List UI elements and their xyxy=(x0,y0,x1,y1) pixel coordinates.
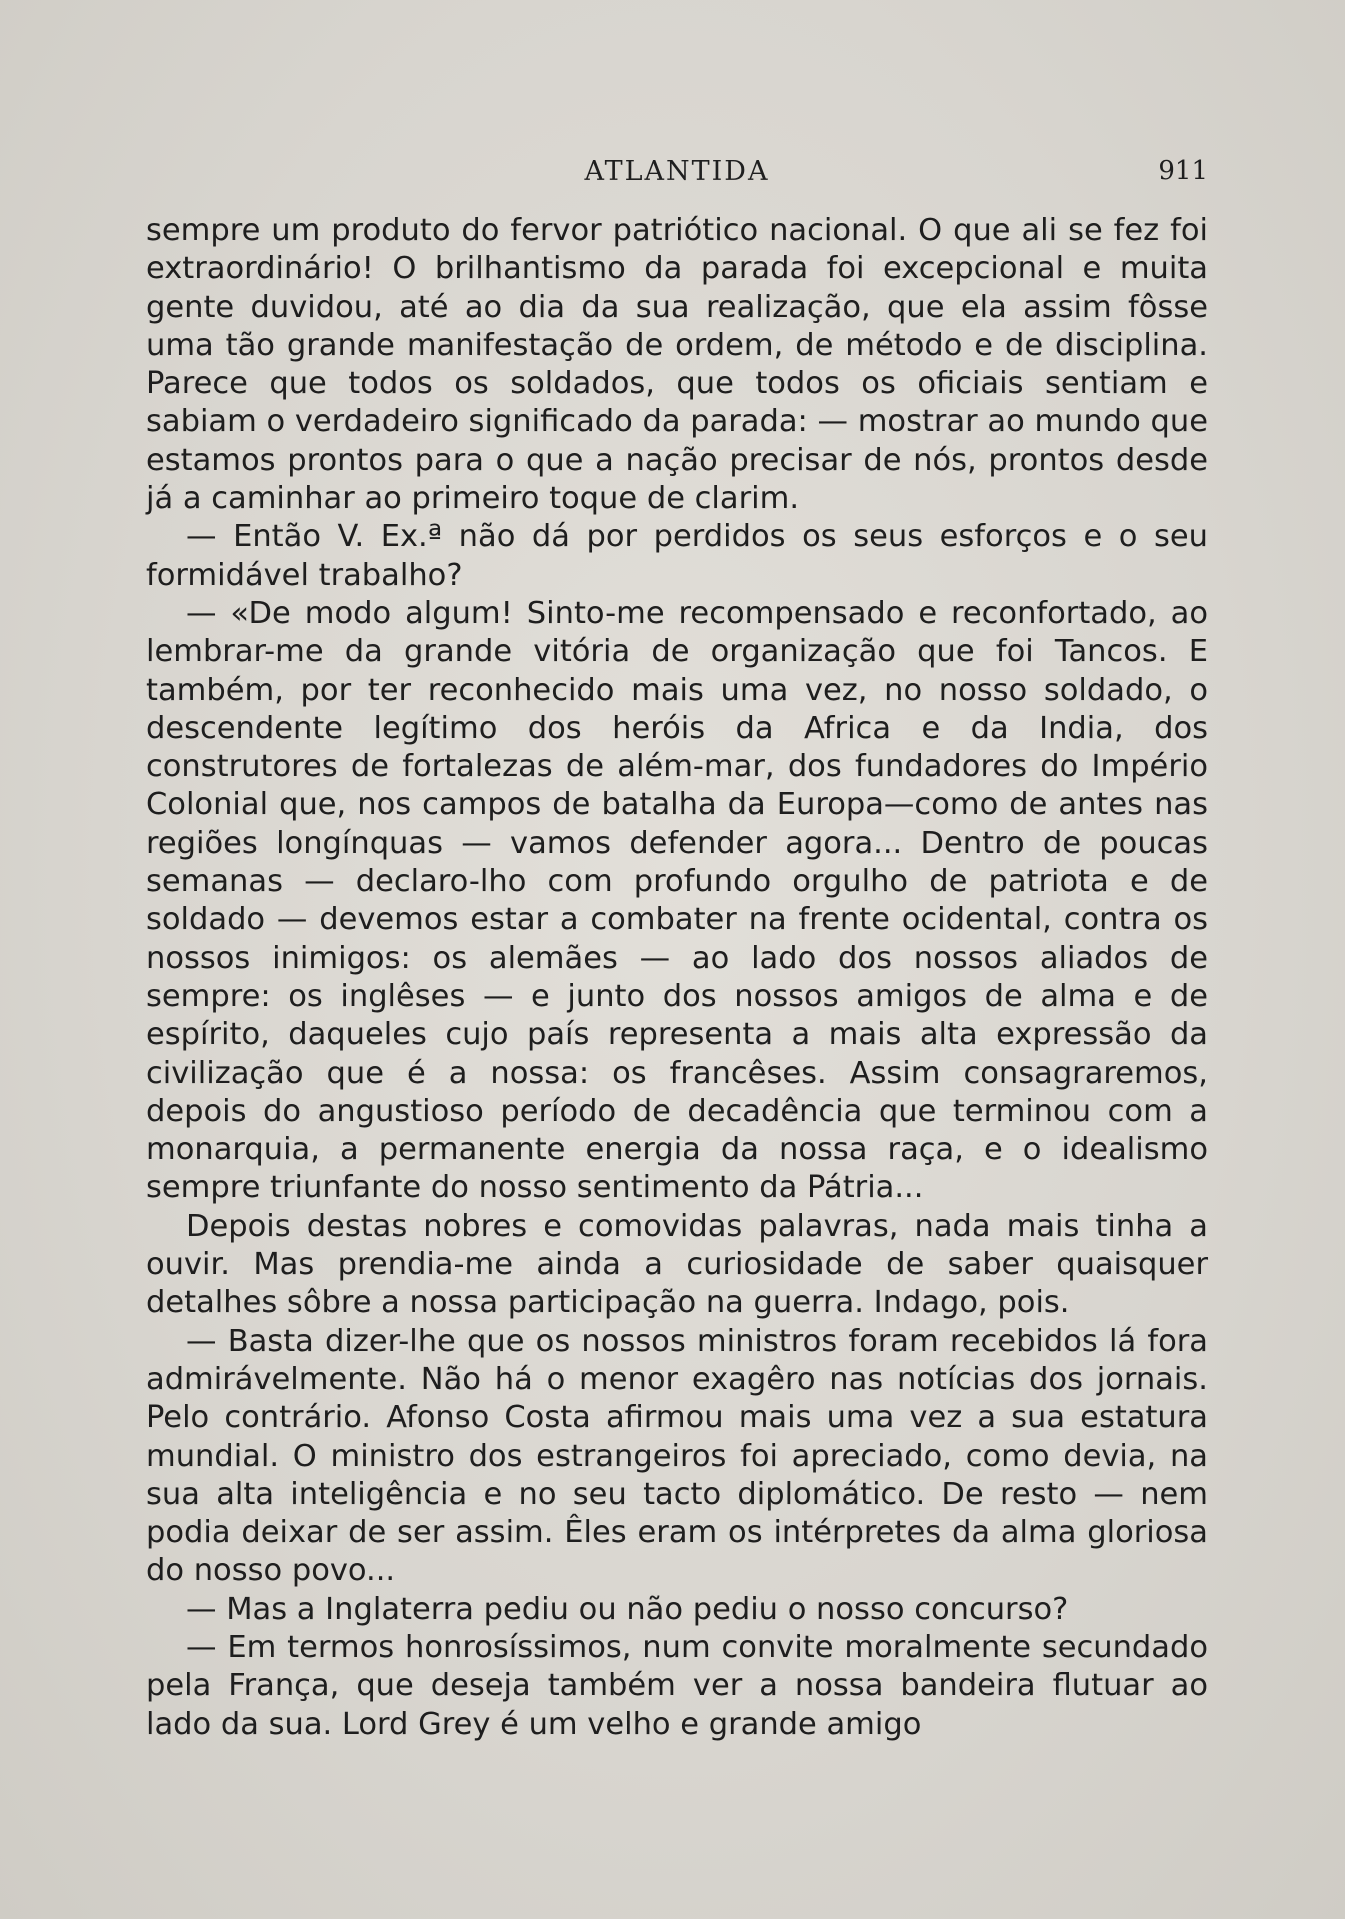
paragraph: sempre um produto do fervor patriótico nacional. O que ali se fez foi extraordinário! O brilhantismo da parada foi excepcional e muita gente duvidou, até ao dia da sua realização, que ela assim fôsse uma tão grande manifestação de ordem, de método e de disciplina. Parece que todos os soldados, que todos os oficiais sentiam e sabiam o verdadeiro significado da parada: — mostrar ao mundo que estamos prontos para o que a nação precisar de nós, prontos desde já a caminhar ao primeiro toque de clarim. xyxy=(146,213,1208,517)
page-number: 911 xyxy=(1158,156,1208,186)
body-text xyxy=(146,212,1208,1744)
paragraph: — Então V. Ex.ª não dá por perdidos os seus esforços e o seu formidável trabalho? xyxy=(146,519,1208,593)
paragraph: — Em termos honrosíssimos, num convite moralmente secundado pela França, que deseja também ver a nossa bandeira flutuar ao lado da sua. Lord Grey é um velho e grande amigo xyxy=(146,1629,1208,1742)
paragraph: — Basta dizer-lhe que os nossos ministros foram recebidos lá fora admirávelmente. Não há o menor exagêro nas notícias dos jornais. Pelo contrário. Afonso Costa afirmou mais uma vez a sua estatura mundial. O ministro dos estrangeiros foi apreciado, como devia, na sua alta inteligência e no seu tacto diplomático. De resto — nem podia deixar de ser assim. Êles eram os intérpretes da alma gloriosa do nosso povo... xyxy=(146,1323,1208,1589)
paragraph: — Mas a Inglaterra pediu ou não pediu o nosso concurso? xyxy=(186,1591,1069,1627)
paragraph: — «De modo algum! Sinto-me recompensado e reconfortado, ao lembrar-me da grande vitória de organização que foi Tancos. E também, por ter reconhecido mais uma vez, no nosso soldado, o descendente legítimo dos heróis da Africa e da India, dos construtores de fortalezas de além-mar, dos fundadores do Império Colonial que, nos campos de batalha da Europa—como de antes nas regiões longínquas — vamos defender agora... Dentro de poucas semanas — declaro-lho com profundo orgulho de patriota e de soldado — devemos estar a combater na frente ocidental, contra os nossos inimigos: os alemães — ao lado dos nossos aliados de sempre: os inglêses — e junto dos nossos amigos de alma e de espírito, daqueles cujo país representa a mais alta expressão da civilização que é a nossa: os francêses. Assim consagraremos, depois do angustioso período de decadência que terminou com a monarquia, a permanente energia da nossa raça, e o idealismo sempre triunfante do nosso sentimento da Pátria... xyxy=(146,595,1208,1206)
paragraph: Depois destas nobres e comovidas palavras, nada mais tinha a ouvir. Mas prendia-me ainda a curiosidade de saber quaisquer detalhes sôbre a nossa participação na guerra. Indago, pois. xyxy=(146,1208,1208,1321)
page-header xyxy=(146,156,1208,196)
running-title: ATLANTIDA xyxy=(584,156,770,187)
